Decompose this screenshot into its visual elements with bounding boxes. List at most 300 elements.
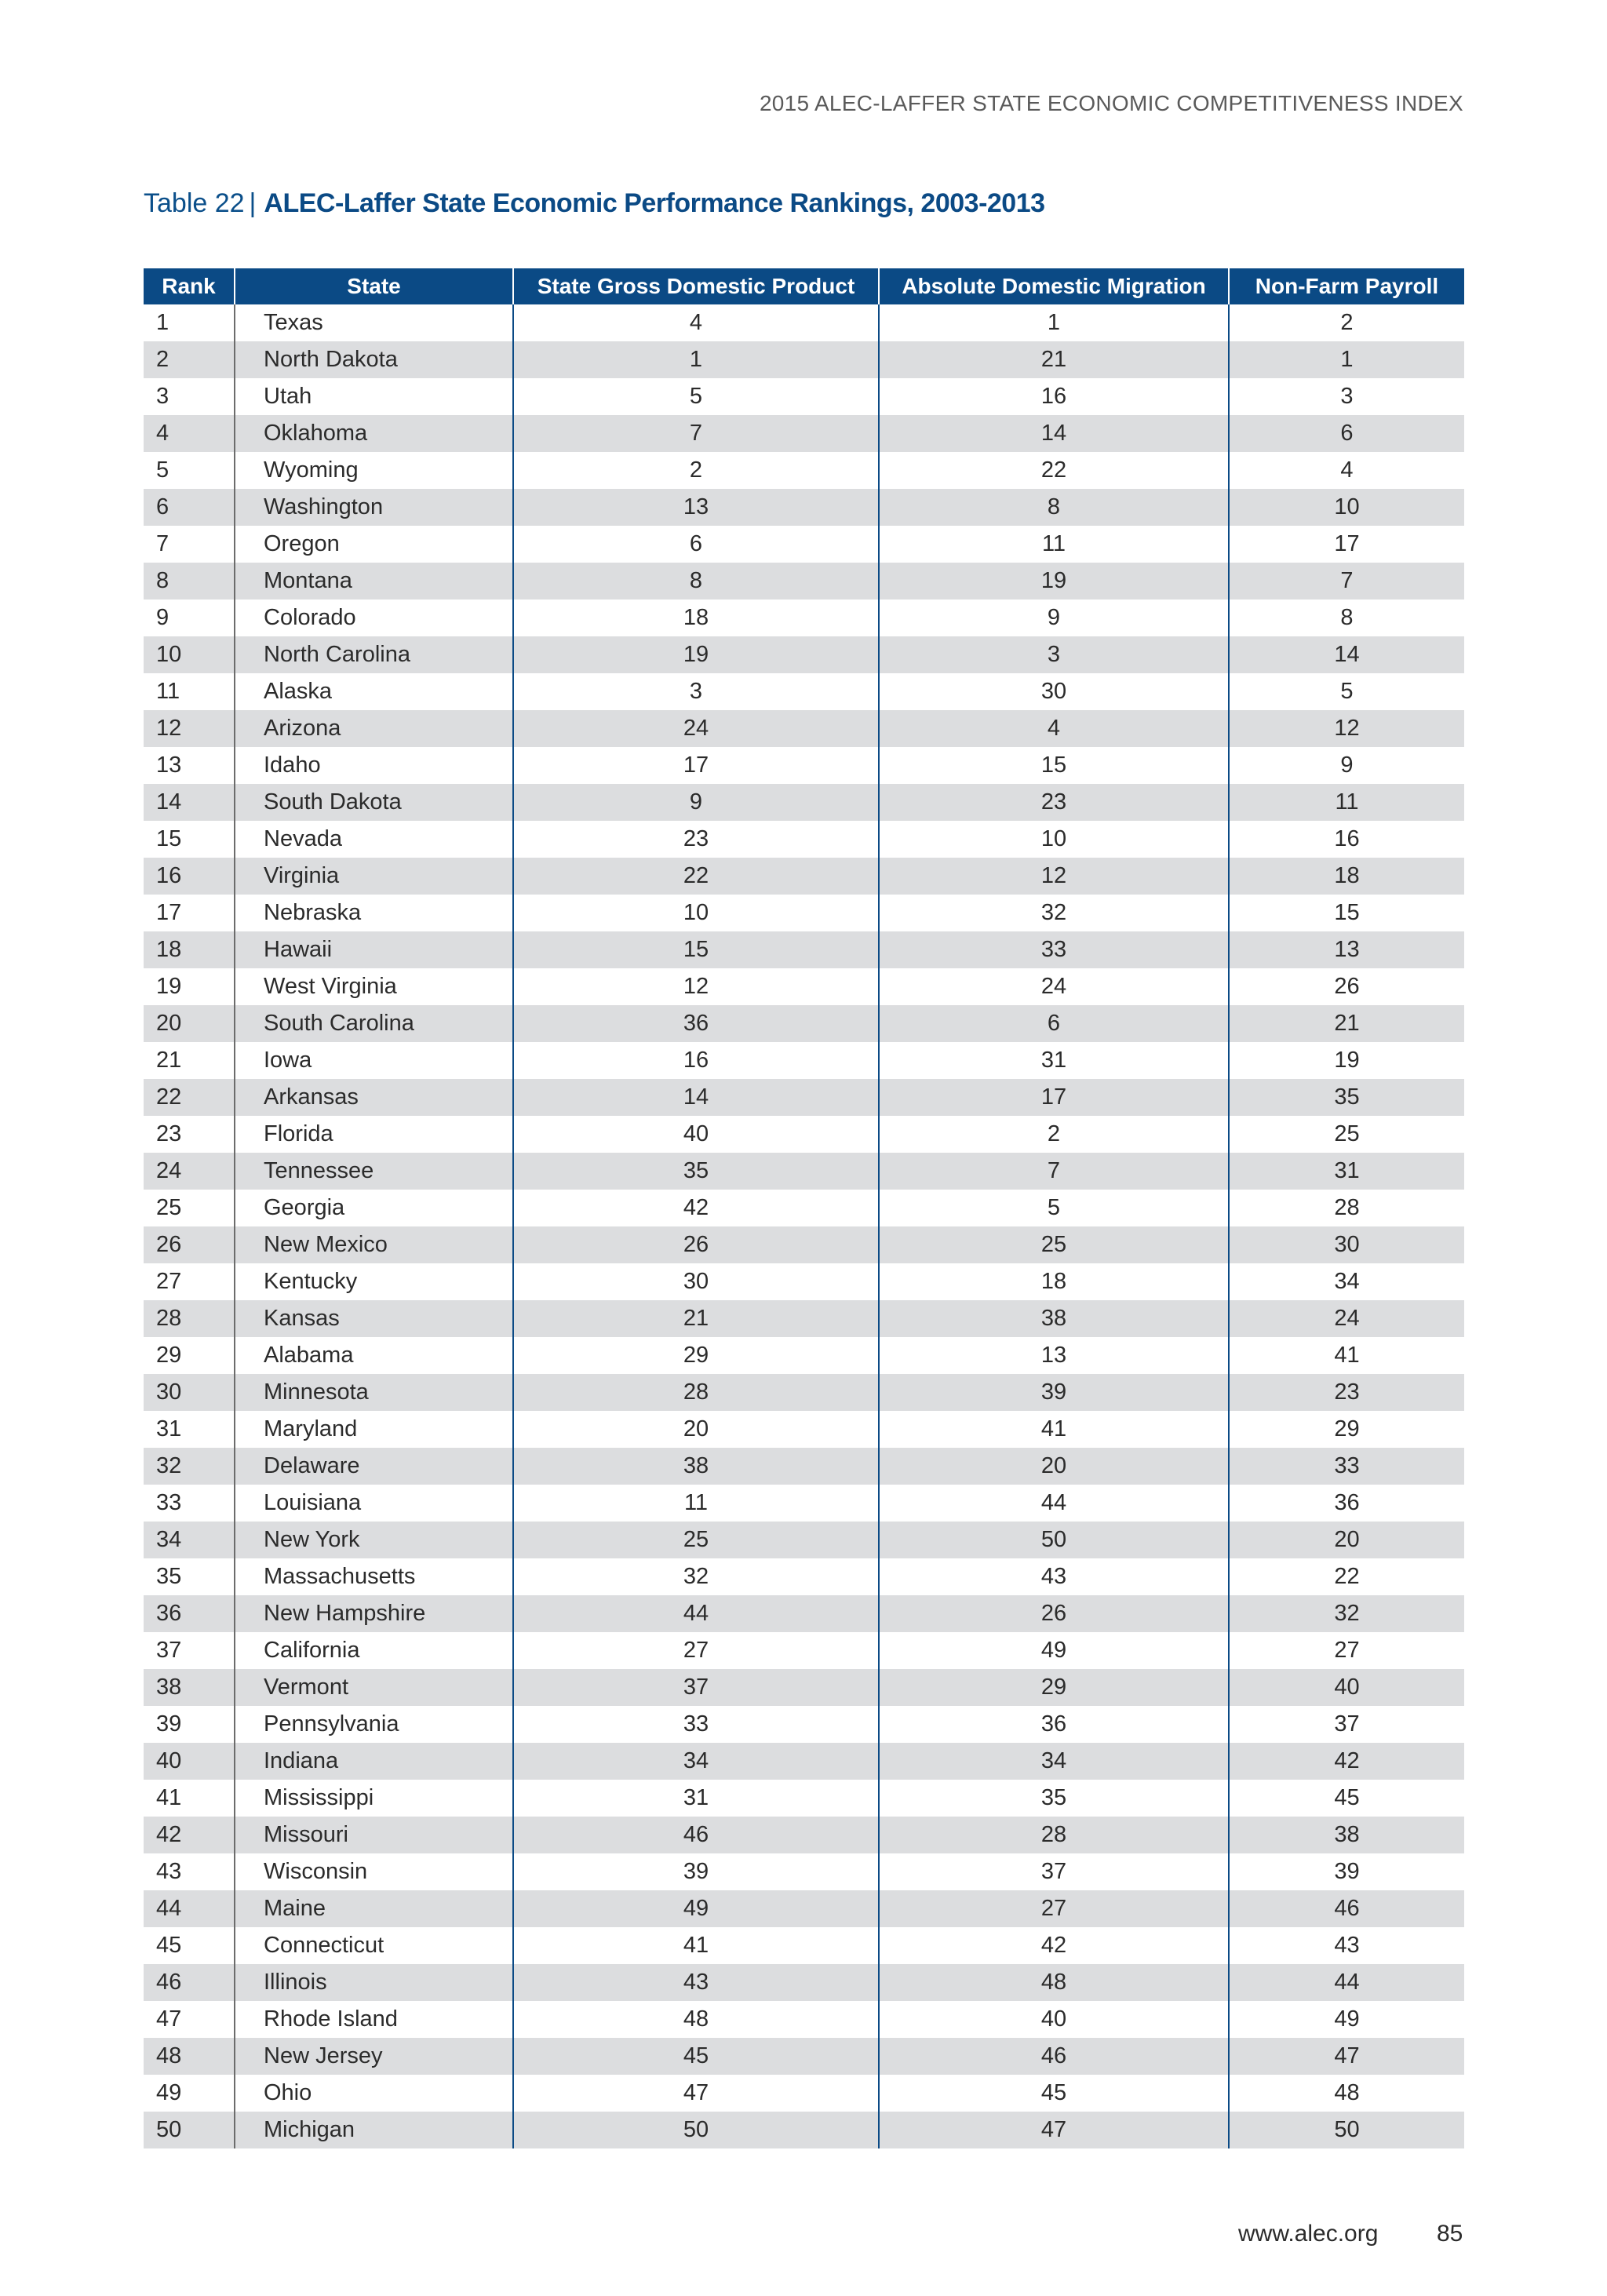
- migration-cell: 41: [879, 1411, 1229, 1448]
- payroll-cell: 45: [1229, 1780, 1464, 1817]
- table-row: [144, 415, 1464, 452]
- payroll-cell: 36: [1229, 1485, 1464, 1522]
- gdp-cell: 41: [513, 1927, 879, 1964]
- state-cell: Pennsylvania: [235, 1706, 513, 1743]
- payroll-cell: 48: [1229, 2075, 1464, 2112]
- state-cell: Oklahoma: [235, 415, 513, 452]
- table-row: [144, 1263, 1464, 1300]
- rank-cell: 45: [144, 1927, 235, 1964]
- table-row: [144, 1669, 1464, 1706]
- column-header-rank: Rank: [144, 268, 235, 304]
- migration-cell: 48: [879, 1964, 1229, 2001]
- payroll-cell: 37: [1229, 1706, 1464, 1743]
- migration-cell: 34: [879, 1743, 1229, 1780]
- state-cell: Indiana: [235, 1743, 513, 1780]
- rank-cell: 28: [144, 1300, 235, 1337]
- rank-cell: 19: [144, 968, 235, 1005]
- table-row: [144, 673, 1464, 710]
- rank-cell: 47: [144, 2001, 235, 2038]
- rank-cell: 22: [144, 1079, 235, 1116]
- rank-cell: 15: [144, 821, 235, 858]
- rank-cell: 42: [144, 1817, 235, 1853]
- state-cell: Arizona: [235, 710, 513, 747]
- table-row: [144, 710, 1464, 747]
- title-separator: |: [249, 188, 257, 218]
- gdp-cell: 37: [513, 1669, 879, 1706]
- table-row: [144, 2112, 1464, 2148]
- migration-cell: 50: [879, 1522, 1229, 1558]
- payroll-cell: 38: [1229, 1817, 1464, 1853]
- table-row: [144, 1817, 1464, 1853]
- column-header-payroll: Non-Farm Payroll: [1229, 268, 1464, 304]
- payroll-cell: 32: [1229, 1595, 1464, 1632]
- state-cell: Alabama: [235, 1337, 513, 1374]
- gdp-cell: 7: [513, 415, 879, 452]
- payroll-cell: 20: [1229, 1522, 1464, 1558]
- rank-cell: 49: [144, 2075, 235, 2112]
- rank-cell: 39: [144, 1706, 235, 1743]
- state-cell: Iowa: [235, 1042, 513, 1079]
- migration-cell: 30: [879, 673, 1229, 710]
- payroll-cell: 25: [1229, 1116, 1464, 1153]
- rank-cell: 35: [144, 1558, 235, 1595]
- table-row: [144, 1927, 1464, 1964]
- gdp-cell: 40: [513, 1116, 879, 1153]
- state-cell: Wyoming: [235, 452, 513, 489]
- migration-cell: 13: [879, 1337, 1229, 1374]
- rankings-table: [144, 268, 1464, 2148]
- state-cell: Idaho: [235, 747, 513, 784]
- payroll-cell: 1: [1229, 341, 1464, 378]
- migration-cell: 28: [879, 1817, 1229, 1853]
- state-cell: North Dakota: [235, 341, 513, 378]
- gdp-cell: 34: [513, 1743, 879, 1780]
- table-row: [144, 1595, 1464, 1632]
- gdp-cell: 39: [513, 1853, 879, 1890]
- state-cell: New York: [235, 1522, 513, 1558]
- rank-cell: 3: [144, 378, 235, 415]
- table-row: [144, 378, 1464, 415]
- rank-cell: 34: [144, 1522, 235, 1558]
- rank-cell: 20: [144, 1005, 235, 1042]
- state-cell: Georgia: [235, 1190, 513, 1226]
- state-cell: Minnesota: [235, 1374, 513, 1411]
- payroll-cell: 34: [1229, 1263, 1464, 1300]
- migration-cell: 4: [879, 710, 1229, 747]
- state-cell: New Mexico: [235, 1226, 513, 1263]
- payroll-cell: 24: [1229, 1300, 1464, 1337]
- table-row: [144, 452, 1464, 489]
- table-row: [144, 1153, 1464, 1190]
- payroll-cell: 14: [1229, 636, 1464, 673]
- state-cell: Tennessee: [235, 1153, 513, 1190]
- gdp-cell: 5: [513, 378, 879, 415]
- gdp-cell: 42: [513, 1190, 879, 1226]
- migration-cell: 3: [879, 636, 1229, 673]
- rank-cell: 17: [144, 895, 235, 931]
- gdp-cell: 3: [513, 673, 879, 710]
- gdp-cell: 23: [513, 821, 879, 858]
- payroll-cell: 21: [1229, 1005, 1464, 1042]
- column-header-migration: Absolute Domestic Migration: [879, 268, 1229, 304]
- state-cell: Rhode Island: [235, 2001, 513, 2038]
- table-row: [144, 1853, 1464, 1890]
- payroll-cell: 47: [1229, 2038, 1464, 2075]
- state-cell: South Carolina: [235, 1005, 513, 1042]
- rank-cell: 37: [144, 1632, 235, 1669]
- state-cell: New Jersey: [235, 2038, 513, 2075]
- gdp-cell: 4: [513, 304, 879, 341]
- migration-cell: 17: [879, 1079, 1229, 1116]
- migration-cell: 7: [879, 1153, 1229, 1190]
- rank-cell: 12: [144, 710, 235, 747]
- gdp-cell: 47: [513, 2075, 879, 2112]
- migration-cell: 10: [879, 821, 1229, 858]
- migration-cell: 40: [879, 2001, 1229, 2038]
- table-row: [144, 1411, 1464, 1448]
- payroll-cell: 40: [1229, 1669, 1464, 1706]
- table-row: [144, 563, 1464, 600]
- table-row: [144, 1964, 1464, 2001]
- state-cell: Maine: [235, 1890, 513, 1927]
- gdp-cell: 27: [513, 1632, 879, 1669]
- migration-cell: 27: [879, 1890, 1229, 1927]
- payroll-cell: 26: [1229, 968, 1464, 1005]
- table-row: [144, 1780, 1464, 1817]
- table-row: [144, 1190, 1464, 1226]
- migration-cell: 37: [879, 1853, 1229, 1890]
- table-row: [144, 1558, 1464, 1595]
- table-row: [144, 1743, 1464, 1780]
- state-cell: Hawaii: [235, 931, 513, 968]
- rank-cell: 38: [144, 1669, 235, 1706]
- gdp-cell: 13: [513, 489, 879, 526]
- rank-cell: 44: [144, 1890, 235, 1927]
- migration-cell: 11: [879, 526, 1229, 563]
- gdp-cell: 17: [513, 747, 879, 784]
- payroll-cell: 49: [1229, 2001, 1464, 2038]
- table-row: [144, 636, 1464, 673]
- rank-cell: 9: [144, 600, 235, 636]
- state-cell: Connecticut: [235, 1927, 513, 1964]
- state-cell: Wisconsin: [235, 1853, 513, 1890]
- state-cell: Massachusetts: [235, 1558, 513, 1595]
- rank-cell: 26: [144, 1226, 235, 1263]
- state-cell: Montana: [235, 563, 513, 600]
- payroll-cell: 23: [1229, 1374, 1464, 1411]
- payroll-cell: 2: [1229, 304, 1464, 341]
- gdp-cell: 28: [513, 1374, 879, 1411]
- state-cell: Nevada: [235, 821, 513, 858]
- gdp-cell: 43: [513, 1964, 879, 2001]
- rank-cell: 50: [144, 2112, 235, 2148]
- gdp-cell: 30: [513, 1263, 879, 1300]
- migration-cell: 20: [879, 1448, 1229, 1485]
- payroll-cell: 10: [1229, 489, 1464, 526]
- table-row: [144, 489, 1464, 526]
- page-number: 85: [1437, 2221, 1463, 2247]
- state-cell: Florida: [235, 1116, 513, 1153]
- payroll-cell: 6: [1229, 415, 1464, 452]
- table-row: [144, 1632, 1464, 1669]
- state-cell: North Carolina: [235, 636, 513, 673]
- table-row: [144, 1300, 1464, 1337]
- table-row: [144, 1116, 1464, 1153]
- gdp-cell: 49: [513, 1890, 879, 1927]
- payroll-cell: 7: [1229, 563, 1464, 600]
- rank-cell: 16: [144, 858, 235, 895]
- rank-cell: 32: [144, 1448, 235, 1485]
- gdp-cell: 11: [513, 1485, 879, 1522]
- gdp-cell: 1: [513, 341, 879, 378]
- table-row: [144, 1337, 1464, 1374]
- gdp-cell: 26: [513, 1226, 879, 1263]
- running-header: 2015 ALEC-LAFFER STATE ECONOMIC COMPETITIVENESS INDEX: [759, 91, 1463, 115]
- state-cell: Kansas: [235, 1300, 513, 1337]
- migration-cell: 43: [879, 1558, 1229, 1595]
- migration-cell: 24: [879, 968, 1229, 1005]
- payroll-cell: 8: [1229, 600, 1464, 636]
- rank-cell: 23: [144, 1116, 235, 1153]
- rank-cell: 10: [144, 636, 235, 673]
- payroll-cell: 30: [1229, 1226, 1464, 1263]
- table-row: [144, 341, 1464, 378]
- migration-cell: 23: [879, 784, 1229, 821]
- gdp-cell: 46: [513, 1817, 879, 1853]
- state-cell: Oregon: [235, 526, 513, 563]
- rank-cell: 46: [144, 1964, 235, 2001]
- migration-cell: 39: [879, 1374, 1229, 1411]
- rank-cell: 18: [144, 931, 235, 968]
- table-row: [144, 968, 1464, 1005]
- gdp-cell: 25: [513, 1522, 879, 1558]
- table-label: Table 22: [144, 188, 245, 218]
- state-cell: California: [235, 1632, 513, 1669]
- state-cell: Maryland: [235, 1411, 513, 1448]
- migration-cell: 9: [879, 600, 1229, 636]
- migration-cell: 35: [879, 1780, 1229, 1817]
- state-cell: South Dakota: [235, 784, 513, 821]
- payroll-cell: 5: [1229, 673, 1464, 710]
- footer-url: www.alec.org: [1238, 2221, 1379, 2247]
- payroll-cell: 22: [1229, 1558, 1464, 1595]
- table-header-row: [144, 268, 1464, 304]
- migration-cell: 49: [879, 1632, 1229, 1669]
- gdp-cell: 9: [513, 784, 879, 821]
- rank-cell: 27: [144, 1263, 235, 1300]
- payroll-cell: 27: [1229, 1632, 1464, 1669]
- table-row: [144, 858, 1464, 895]
- gdp-cell: 16: [513, 1042, 879, 1079]
- rank-cell: 48: [144, 2038, 235, 2075]
- payroll-cell: 3: [1229, 378, 1464, 415]
- gdp-cell: 19: [513, 636, 879, 673]
- payroll-cell: 11: [1229, 784, 1464, 821]
- table-row: [144, 526, 1464, 563]
- payroll-cell: 16: [1229, 821, 1464, 858]
- rank-cell: 40: [144, 1743, 235, 1780]
- rank-cell: 25: [144, 1190, 235, 1226]
- rank-cell: 5: [144, 452, 235, 489]
- state-cell: Virginia: [235, 858, 513, 895]
- table-row: [144, 895, 1464, 931]
- migration-cell: 42: [879, 1927, 1229, 1964]
- state-cell: Alaska: [235, 673, 513, 710]
- migration-cell: 36: [879, 1706, 1229, 1743]
- migration-cell: 12: [879, 858, 1229, 895]
- state-cell: West Virginia: [235, 968, 513, 1005]
- rank-cell: 31: [144, 1411, 235, 1448]
- gdp-cell: 8: [513, 563, 879, 600]
- rank-cell: 11: [144, 673, 235, 710]
- state-cell: Delaware: [235, 1448, 513, 1485]
- payroll-cell: 42: [1229, 1743, 1464, 1780]
- gdp-cell: 2: [513, 452, 879, 489]
- table-row: [144, 1890, 1464, 1927]
- rank-cell: 14: [144, 784, 235, 821]
- table-row: [144, 784, 1464, 821]
- rank-cell: 41: [144, 1780, 235, 1817]
- rank-cell: 7: [144, 526, 235, 563]
- gdp-cell: 48: [513, 2001, 879, 2038]
- gdp-cell: 50: [513, 2112, 879, 2148]
- rank-cell: 21: [144, 1042, 235, 1079]
- gdp-cell: 31: [513, 1780, 879, 1817]
- table-row: [144, 600, 1464, 636]
- migration-cell: 25: [879, 1226, 1229, 1263]
- rank-cell: 30: [144, 1374, 235, 1411]
- migration-cell: 18: [879, 1263, 1229, 1300]
- gdp-cell: 20: [513, 1411, 879, 1448]
- table-row: [144, 1226, 1464, 1263]
- migration-cell: 21: [879, 341, 1229, 378]
- table-title: [144, 188, 1045, 219]
- migration-cell: 32: [879, 895, 1229, 931]
- table-row: [144, 1374, 1464, 1411]
- migration-cell: 22: [879, 452, 1229, 489]
- state-cell: Nebraska: [235, 895, 513, 931]
- gdp-cell: 38: [513, 1448, 879, 1485]
- gdp-cell: 22: [513, 858, 879, 895]
- state-cell: Utah: [235, 378, 513, 415]
- gdp-cell: 36: [513, 1005, 879, 1042]
- migration-cell: 14: [879, 415, 1229, 452]
- migration-cell: 31: [879, 1042, 1229, 1079]
- table-row: [144, 1485, 1464, 1522]
- gdp-cell: 15: [513, 931, 879, 968]
- migration-cell: 45: [879, 2075, 1229, 2112]
- migration-cell: 19: [879, 563, 1229, 600]
- payroll-cell: 17: [1229, 526, 1464, 563]
- gdp-cell: 10: [513, 895, 879, 931]
- payroll-cell: 35: [1229, 1079, 1464, 1116]
- payroll-cell: 9: [1229, 747, 1464, 784]
- gdp-cell: 14: [513, 1079, 879, 1116]
- payroll-cell: 44: [1229, 1964, 1464, 2001]
- rank-cell: 4: [144, 415, 235, 452]
- payroll-cell: 41: [1229, 1337, 1464, 1374]
- migration-cell: 44: [879, 1485, 1229, 1522]
- state-cell: Vermont: [235, 1669, 513, 1706]
- rank-cell: 43: [144, 1853, 235, 1890]
- table-row: [144, 931, 1464, 968]
- rank-cell: 6: [144, 489, 235, 526]
- rank-cell: 1: [144, 304, 235, 341]
- gdp-cell: 18: [513, 600, 879, 636]
- migration-cell: 6: [879, 1005, 1229, 1042]
- payroll-cell: 39: [1229, 1853, 1464, 1890]
- table-row: [144, 1706, 1464, 1743]
- state-cell: Arkansas: [235, 1079, 513, 1116]
- table-row: [144, 1005, 1464, 1042]
- rank-cell: 36: [144, 1595, 235, 1632]
- state-cell: New Hampshire: [235, 1595, 513, 1632]
- migration-cell: 8: [879, 489, 1229, 526]
- table-row: [144, 2075, 1464, 2112]
- gdp-cell: 12: [513, 968, 879, 1005]
- payroll-cell: 4: [1229, 452, 1464, 489]
- payroll-cell: 18: [1229, 858, 1464, 895]
- state-cell: Missouri: [235, 1817, 513, 1853]
- payroll-cell: 28: [1229, 1190, 1464, 1226]
- migration-cell: 2: [879, 1116, 1229, 1153]
- table-row: [144, 1042, 1464, 1079]
- state-cell: Colorado: [235, 600, 513, 636]
- migration-cell: 29: [879, 1669, 1229, 1706]
- migration-cell: 33: [879, 931, 1229, 968]
- payroll-cell: 46: [1229, 1890, 1464, 1927]
- gdp-cell: 32: [513, 1558, 879, 1595]
- table-caption: ALEC-Laffer State Economic Performance Rankings, 2003-2013: [264, 188, 1045, 218]
- gdp-cell: 45: [513, 2038, 879, 2075]
- migration-cell: 1: [879, 304, 1229, 341]
- rank-cell: 24: [144, 1153, 235, 1190]
- gdp-cell: 33: [513, 1706, 879, 1743]
- gdp-cell: 29: [513, 1337, 879, 1374]
- migration-cell: 26: [879, 1595, 1229, 1632]
- state-cell: Mississippi: [235, 1780, 513, 1817]
- rank-cell: 29: [144, 1337, 235, 1374]
- table-row: [144, 1522, 1464, 1558]
- payroll-cell: 33: [1229, 1448, 1464, 1485]
- gdp-cell: 6: [513, 526, 879, 563]
- state-cell: Illinois: [235, 1964, 513, 2001]
- migration-cell: 15: [879, 747, 1229, 784]
- state-cell: Michigan: [235, 2112, 513, 2148]
- migration-cell: 5: [879, 1190, 1229, 1226]
- payroll-cell: 43: [1229, 1927, 1464, 1964]
- state-cell: Washington: [235, 489, 513, 526]
- table-row: [144, 1079, 1464, 1116]
- migration-cell: 38: [879, 1300, 1229, 1337]
- rank-cell: 2: [144, 341, 235, 378]
- migration-cell: 46: [879, 2038, 1229, 2075]
- gdp-cell: 24: [513, 710, 879, 747]
- payroll-cell: 12: [1229, 710, 1464, 747]
- gdp-cell: 44: [513, 1595, 879, 1632]
- gdp-cell: 21: [513, 1300, 879, 1337]
- payroll-cell: 29: [1229, 1411, 1464, 1448]
- payroll-cell: 19: [1229, 1042, 1464, 1079]
- table-row: [144, 747, 1464, 784]
- column-header-state: State: [235, 268, 513, 304]
- table-body: [144, 304, 1464, 2148]
- table-row: [144, 1448, 1464, 1485]
- table-row: [144, 2038, 1464, 2075]
- table-row: [144, 2001, 1464, 2038]
- state-cell: Kentucky: [235, 1263, 513, 1300]
- payroll-cell: 50: [1229, 2112, 1464, 2148]
